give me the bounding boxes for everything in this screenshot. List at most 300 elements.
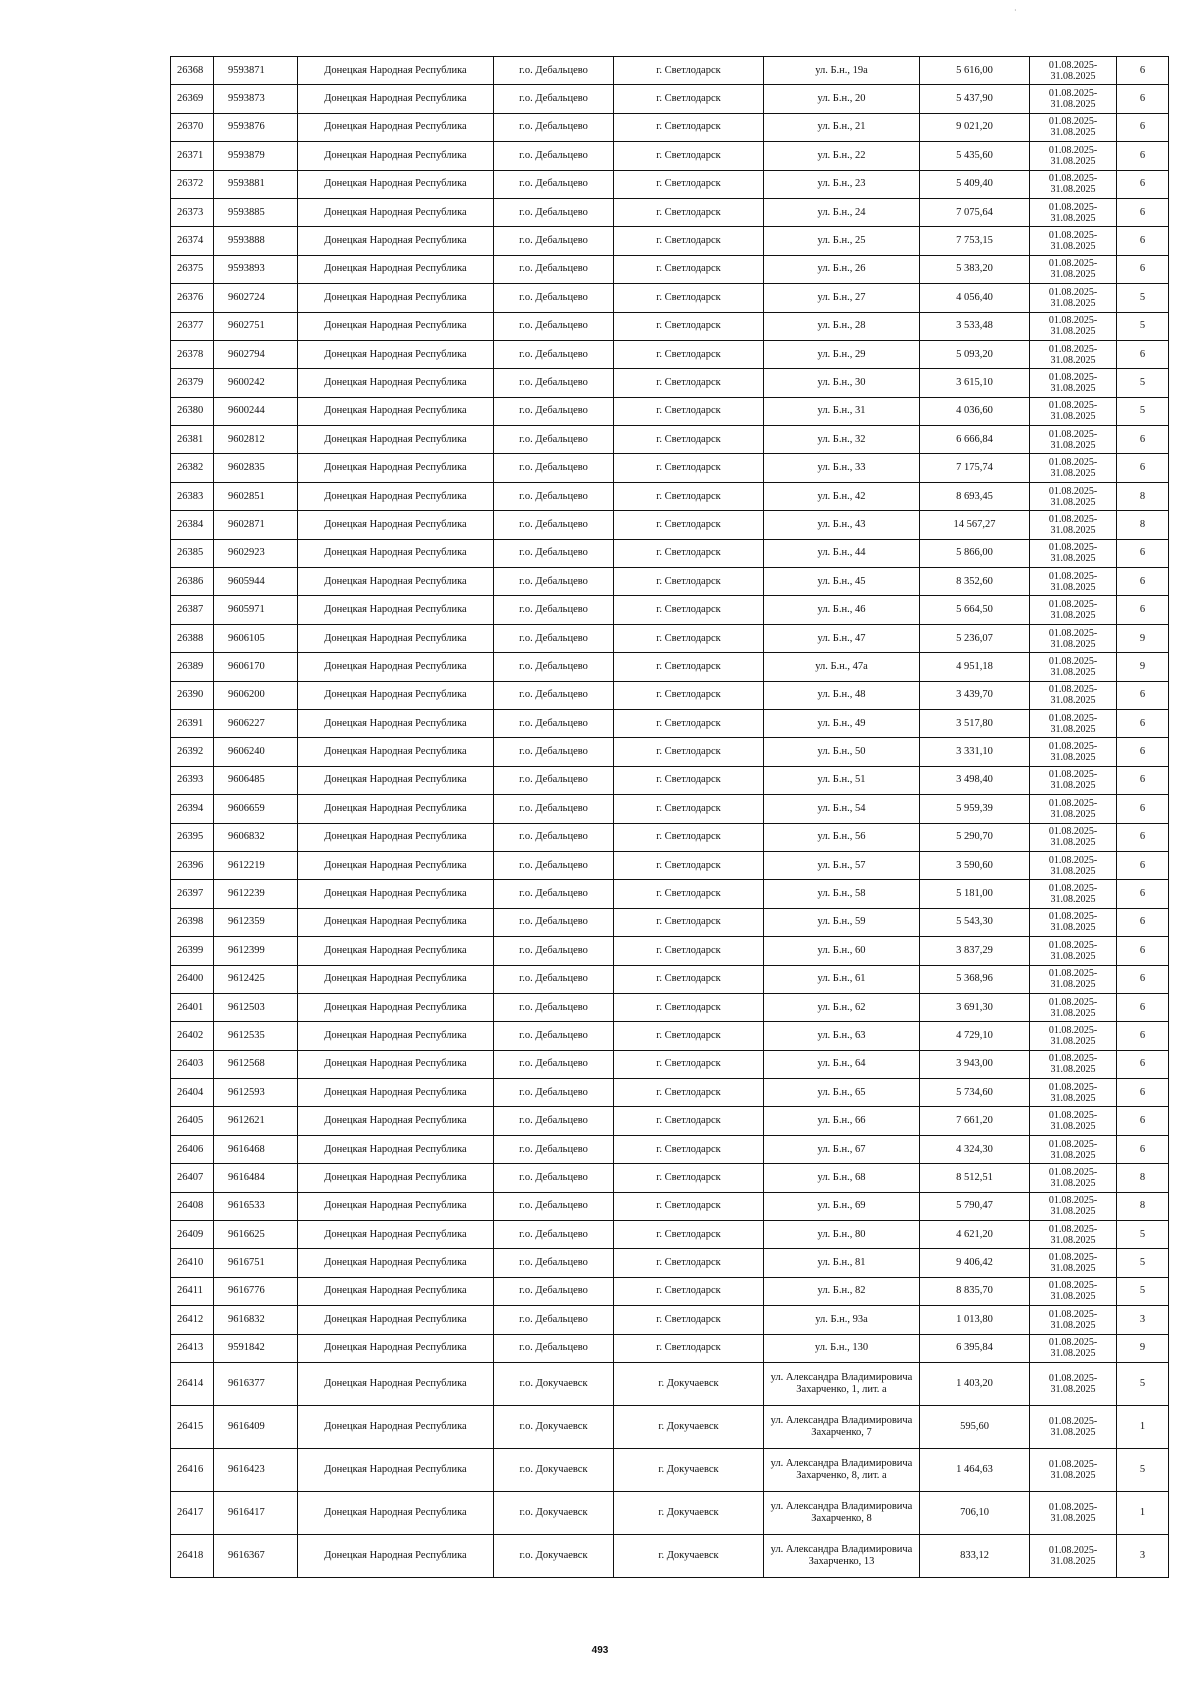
cell-object-id: 9616409 <box>214 1405 298 1448</box>
cell-period: 01.08.2025- 31.08.2025 <box>1030 255 1117 283</box>
cell-object-id: 9616533 <box>214 1192 298 1220</box>
cell-period: 01.08.2025- 31.08.2025 <box>1030 1022 1117 1050</box>
cell-region: Донецкая Народная Республика <box>298 1306 494 1334</box>
cell-count: 5 <box>1117 369 1169 397</box>
cell-city: г. Светлодарск <box>614 1277 764 1305</box>
cell-count: 5 <box>1117 312 1169 340</box>
cell-period: 01.08.2025- 31.08.2025 <box>1030 1277 1117 1305</box>
cell-count: 5 <box>1117 284 1169 312</box>
cell-count: 6 <box>1117 596 1169 624</box>
cell-value: 3 498,40 <box>920 766 1030 794</box>
cell-object-id: 9616377 <box>214 1362 298 1405</box>
cell-region: Донецкая Народная Республика <box>298 312 494 340</box>
cell-count: 8 <box>1117 1192 1169 1220</box>
cell-street: ул. Б.н., 58 <box>764 880 920 908</box>
cell-region: Донецкая Народная Республика <box>298 85 494 113</box>
cell-record-number: 26380 <box>171 397 214 425</box>
cell-object-id: 9602871 <box>214 511 298 539</box>
cell-period: 01.08.2025- 31.08.2025 <box>1030 766 1117 794</box>
cell-value: 3 331,10 <box>920 738 1030 766</box>
cell-region: Донецкая Народная Республика <box>298 1221 494 1249</box>
table-row <box>171 312 1169 340</box>
cell-value: 5 790,47 <box>920 1192 1030 1220</box>
cell-count: 6 <box>1117 880 1169 908</box>
cell-city: г. Светлодарск <box>614 369 764 397</box>
table-row <box>171 57 1169 85</box>
cell-region: Донецкая Народная Республика <box>298 880 494 908</box>
cell-city: г. Светлодарск <box>614 255 764 283</box>
cell-value: 5 383,20 <box>920 255 1030 283</box>
cell-value: 5 866,00 <box>920 539 1030 567</box>
cell-district: г.о. Дебальцево <box>494 397 614 425</box>
cell-region: Донецкая Народная Республика <box>298 482 494 510</box>
cell-city: г. Светлодарск <box>614 1221 764 1249</box>
table-row <box>171 1192 1169 1220</box>
cell-district: г.о. Докучаевск <box>494 1534 614 1577</box>
cell-period: 01.08.2025- 31.08.2025 <box>1030 284 1117 312</box>
cell-count: 6 <box>1117 568 1169 596</box>
cell-street: ул. Б.н., 60 <box>764 937 920 965</box>
cell-city: г. Светлодарск <box>614 170 764 198</box>
cell-city: г. Светлодарск <box>614 766 764 794</box>
cell-city: г. Светлодарск <box>614 1050 764 1078</box>
cell-count: 6 <box>1117 454 1169 482</box>
cell-record-number: 26382 <box>171 454 214 482</box>
cell-district: г.о. Дебальцево <box>494 965 614 993</box>
cell-district: г.о. Дебальцево <box>494 255 614 283</box>
cell-value: 833,12 <box>920 1534 1030 1577</box>
cell-district: г.о. Дебальцево <box>494 1334 614 1362</box>
cell-record-number: 26409 <box>171 1221 214 1249</box>
cell-city: г. Светлодарск <box>614 795 764 823</box>
cell-record-number: 26418 <box>171 1534 214 1577</box>
cell-value: 8 512,51 <box>920 1164 1030 1192</box>
cell-record-number: 26378 <box>171 340 214 368</box>
cell-record-number: 26399 <box>171 937 214 965</box>
cell-count: 6 <box>1117 823 1169 851</box>
cell-object-id: 9605944 <box>214 568 298 596</box>
cell-street: ул. Б.н., 64 <box>764 1050 920 1078</box>
cell-city: г. Докучаевск <box>614 1362 764 1405</box>
cell-record-number: 26384 <box>171 511 214 539</box>
cell-district: г.о. Дебальцево <box>494 113 614 141</box>
cell-object-id: 9616625 <box>214 1221 298 1249</box>
cell-period: 01.08.2025- 31.08.2025 <box>1030 198 1117 226</box>
cell-object-id: 9602812 <box>214 426 298 454</box>
cell-record-number: 26381 <box>171 426 214 454</box>
cell-object-id: 9606485 <box>214 766 298 794</box>
data-table <box>170 56 1169 1578</box>
cell-record-number: 26383 <box>171 482 214 510</box>
cell-object-id: 9606170 <box>214 653 298 681</box>
cell-period: 01.08.2025- 31.08.2025 <box>1030 312 1117 340</box>
cell-value: 5 616,00 <box>920 57 1030 85</box>
cell-city: г. Светлодарск <box>614 1164 764 1192</box>
cell-street: ул. Александра Владимировича Захарченко, 7 <box>764 1405 920 1448</box>
cell-street: ул. Б.н., 49 <box>764 709 920 737</box>
cell-region: Донецкая Народная Республика <box>298 1448 494 1491</box>
cell-record-number: 26413 <box>171 1334 214 1362</box>
cell-value: 4 951,18 <box>920 653 1030 681</box>
cell-period: 01.08.2025- 31.08.2025 <box>1030 170 1117 198</box>
cell-street: ул. Б.н., 68 <box>764 1164 920 1192</box>
cell-record-number: 26411 <box>171 1277 214 1305</box>
table-row <box>171 1022 1169 1050</box>
cell-city: г. Светлодарск <box>614 568 764 596</box>
cell-record-number: 26377 <box>171 312 214 340</box>
cell-district: г.о. Докучаевск <box>494 1405 614 1448</box>
table-row <box>171 823 1169 851</box>
cell-record-number: 26395 <box>171 823 214 851</box>
cell-period: 01.08.2025- 31.08.2025 <box>1030 340 1117 368</box>
cell-street: ул. Б.н., 45 <box>764 568 920 596</box>
cell-district: г.о. Дебальцево <box>494 1135 614 1163</box>
cell-value: 3 691,30 <box>920 993 1030 1021</box>
cell-object-id: 9593881 <box>214 170 298 198</box>
cell-district: г.о. Дебальцево <box>494 766 614 794</box>
cell-district: г.о. Докучаевск <box>494 1448 614 1491</box>
cell-value: 1 403,20 <box>920 1362 1030 1405</box>
cell-period: 01.08.2025- 31.08.2025 <box>1030 908 1117 936</box>
cell-value: 7 661,20 <box>920 1107 1030 1135</box>
table-row <box>171 1249 1169 1277</box>
table-row <box>171 227 1169 255</box>
cell-city: г. Светлодарск <box>614 340 764 368</box>
cell-district: г.о. Дебальцево <box>494 709 614 737</box>
table-row <box>171 993 1169 1021</box>
cell-object-id: 9602751 <box>214 312 298 340</box>
cell-region: Донецкая Народная Республика <box>298 1107 494 1135</box>
cell-count: 6 <box>1117 993 1169 1021</box>
cell-city: г. Светлодарск <box>614 1135 764 1163</box>
cell-object-id: 9616832 <box>214 1306 298 1334</box>
cell-street: ул. Б.н., 44 <box>764 539 920 567</box>
table-row <box>171 198 1169 226</box>
cell-district: г.о. Дебальцево <box>494 1192 614 1220</box>
cell-period: 01.08.2025- 31.08.2025 <box>1030 1405 1117 1448</box>
cell-value: 3 943,00 <box>920 1050 1030 1078</box>
cell-count: 6 <box>1117 709 1169 737</box>
cell-value: 6 666,84 <box>920 426 1030 454</box>
cell-period: 01.08.2025- 31.08.2025 <box>1030 851 1117 879</box>
cell-record-number: 26396 <box>171 851 214 879</box>
cell-city: г. Светлодарск <box>614 198 764 226</box>
cell-period: 01.08.2025- 31.08.2025 <box>1030 511 1117 539</box>
cell-street: ул. Б.н., 46 <box>764 596 920 624</box>
cell-object-id: 9602794 <box>214 340 298 368</box>
cell-object-id: 9612399 <box>214 937 298 965</box>
cell-street: ул. Б.н., 30 <box>764 369 920 397</box>
cell-period: 01.08.2025- 31.08.2025 <box>1030 85 1117 113</box>
cell-value: 5 543,30 <box>920 908 1030 936</box>
cell-region: Донецкая Народная Республика <box>298 596 494 624</box>
cell-count: 6 <box>1117 738 1169 766</box>
cell-record-number: 26404 <box>171 1079 214 1107</box>
cell-object-id: 9612503 <box>214 993 298 1021</box>
cell-count: 5 <box>1117 397 1169 425</box>
cell-record-number: 26379 <box>171 369 214 397</box>
cell-region: Донецкая Народная Республика <box>298 1491 494 1534</box>
cell-record-number: 26373 <box>171 198 214 226</box>
table-row <box>171 681 1169 709</box>
cell-region: Донецкая Народная Республика <box>298 823 494 851</box>
cell-period: 01.08.2025- 31.08.2025 <box>1030 482 1117 510</box>
cell-district: г.о. Дебальцево <box>494 795 614 823</box>
cell-city: г. Светлодарск <box>614 1192 764 1220</box>
table-body <box>171 57 1169 1578</box>
cell-region: Донецкая Народная Республика <box>298 454 494 482</box>
cell-count: 6 <box>1117 1050 1169 1078</box>
table-row <box>171 1448 1169 1491</box>
cell-value: 7 175,74 <box>920 454 1030 482</box>
cell-count: 6 <box>1117 1135 1169 1163</box>
cell-value: 3 533,48 <box>920 312 1030 340</box>
cell-value: 4 729,10 <box>920 1022 1030 1050</box>
cell-value: 5 409,40 <box>920 170 1030 198</box>
cell-city: г. Светлодарск <box>614 539 764 567</box>
cell-object-id: 9606200 <box>214 681 298 709</box>
cell-record-number: 26389 <box>171 653 214 681</box>
cell-record-number: 26387 <box>171 596 214 624</box>
cell-city: г. Светлодарск <box>614 113 764 141</box>
cell-object-id: 9616423 <box>214 1448 298 1491</box>
cell-city: г. Светлодарск <box>614 312 764 340</box>
cell-city: г. Светлодарск <box>614 1306 764 1334</box>
cell-city: г. Светлодарск <box>614 1022 764 1050</box>
cell-period: 01.08.2025- 31.08.2025 <box>1030 1334 1117 1362</box>
cell-count: 6 <box>1117 57 1169 85</box>
cell-city: г. Светлодарск <box>614 426 764 454</box>
cell-region: Донецкая Народная Республика <box>298 113 494 141</box>
cell-street: ул. Б.н., 81 <box>764 1249 920 1277</box>
cell-value: 3 517,80 <box>920 709 1030 737</box>
cell-district: г.о. Дебальцево <box>494 198 614 226</box>
table-row <box>171 880 1169 908</box>
table-row <box>171 170 1169 198</box>
cell-district: г.о. Дебальцево <box>494 1050 614 1078</box>
cell-district: г.о. Дебальцево <box>494 284 614 312</box>
cell-region: Донецкая Народная Республика <box>298 1022 494 1050</box>
cell-region: Донецкая Народная Республика <box>298 1192 494 1220</box>
cell-street: ул. Б.н., 28 <box>764 312 920 340</box>
cell-object-id: 9593873 <box>214 85 298 113</box>
cell-city: г. Светлодарск <box>614 908 764 936</box>
cell-street: ул. Б.н., 42 <box>764 482 920 510</box>
cell-value: 3 439,70 <box>920 681 1030 709</box>
cell-street: ул. Александра Владимировича Захарченко, 13 <box>764 1534 920 1577</box>
cell-record-number: 26391 <box>171 709 214 737</box>
cell-count: 5 <box>1117 1448 1169 1491</box>
cell-district: г.о. Докучаевск <box>494 1362 614 1405</box>
cell-region: Донецкая Народная Республика <box>298 1277 494 1305</box>
cell-record-number: 26397 <box>171 880 214 908</box>
table-row <box>171 653 1169 681</box>
cell-street: ул. Б.н., 48 <box>764 681 920 709</box>
cell-district: г.о. Дебальцево <box>494 369 614 397</box>
cell-district: г.о. Дебальцево <box>494 1221 614 1249</box>
cell-value: 5 290,70 <box>920 823 1030 851</box>
cell-record-number: 26398 <box>171 908 214 936</box>
cell-region: Донецкая Народная Республика <box>298 539 494 567</box>
cell-count: 8 <box>1117 511 1169 539</box>
cell-district: г.о. Дебальцево <box>494 908 614 936</box>
cell-object-id: 9612359 <box>214 908 298 936</box>
cell-object-id: 9612568 <box>214 1050 298 1078</box>
cell-period: 01.08.2025- 31.08.2025 <box>1030 1079 1117 1107</box>
cell-street: ул. Б.н., 27 <box>764 284 920 312</box>
cell-street: ул. Б.н., 63 <box>764 1022 920 1050</box>
cell-object-id: 9606832 <box>214 823 298 851</box>
cell-city: г. Светлодарск <box>614 965 764 993</box>
cell-count: 6 <box>1117 766 1169 794</box>
cell-city: г. Светлодарск <box>614 880 764 908</box>
cell-region: Донецкая Народная Республика <box>298 1534 494 1577</box>
cell-value: 3 837,29 <box>920 937 1030 965</box>
cell-period: 01.08.2025- 31.08.2025 <box>1030 1491 1117 1534</box>
cell-count: 6 <box>1117 937 1169 965</box>
cell-period: 01.08.2025- 31.08.2025 <box>1030 653 1117 681</box>
cell-city: г. Светлодарск <box>614 85 764 113</box>
table-row <box>171 1362 1169 1405</box>
cell-street: ул. Б.н., 32 <box>764 426 920 454</box>
cell-region: Донецкая Народная Республика <box>298 284 494 312</box>
cell-object-id: 9600244 <box>214 397 298 425</box>
cell-period: 01.08.2025- 31.08.2025 <box>1030 937 1117 965</box>
cell-object-id: 9602923 <box>214 539 298 567</box>
cell-object-id: 9602851 <box>214 482 298 510</box>
cell-street: ул. Б.н., 31 <box>764 397 920 425</box>
cell-region: Донецкая Народная Республика <box>298 170 494 198</box>
cell-region: Донецкая Народная Республика <box>298 1405 494 1448</box>
cell-period: 01.08.2025- 31.08.2025 <box>1030 1249 1117 1277</box>
cell-street: ул. Б.н., 23 <box>764 170 920 198</box>
table-row <box>171 937 1169 965</box>
cell-period: 01.08.2025- 31.08.2025 <box>1030 568 1117 596</box>
cell-street: ул. Б.н., 59 <box>764 908 920 936</box>
cell-region: Донецкая Народная Республика <box>298 1334 494 1362</box>
cell-district: г.о. Дебальцево <box>494 880 614 908</box>
cell-record-number: 26414 <box>171 1362 214 1405</box>
cell-region: Донецкая Народная Республика <box>298 681 494 709</box>
cell-period: 01.08.2025- 31.08.2025 <box>1030 142 1117 170</box>
cell-count: 9 <box>1117 624 1169 652</box>
table-row <box>171 965 1169 993</box>
cell-record-number: 26374 <box>171 227 214 255</box>
cell-period: 01.08.2025- 31.08.2025 <box>1030 965 1117 993</box>
cell-record-number: 26403 <box>171 1050 214 1078</box>
cell-street: ул. Б.н., 29 <box>764 340 920 368</box>
cell-count: 6 <box>1117 1107 1169 1135</box>
cell-period: 01.08.2025- 31.08.2025 <box>1030 1050 1117 1078</box>
cell-street: ул. Б.н., 20 <box>764 85 920 113</box>
cell-city: г. Светлодарск <box>614 1249 764 1277</box>
cell-street: ул. Б.н., 22 <box>764 142 920 170</box>
cell-region: Донецкая Народная Республика <box>298 766 494 794</box>
cell-record-number: 26416 <box>171 1448 214 1491</box>
table-row <box>171 624 1169 652</box>
cell-street: ул. Б.н., 56 <box>764 823 920 851</box>
cell-street: ул. Б.н., 62 <box>764 993 920 1021</box>
cell-region: Донецкая Народная Республика <box>298 653 494 681</box>
cell-value: 5 437,90 <box>920 85 1030 113</box>
cell-street: ул. Александра Владимировича Захарченко, 8, лит. а <box>764 1448 920 1491</box>
cell-district: г.о. Дебальцево <box>494 1079 614 1107</box>
cell-street: ул. Б.н., 25 <box>764 227 920 255</box>
cell-street: ул. Б.н., 69 <box>764 1192 920 1220</box>
cell-region: Донецкая Народная Республика <box>298 340 494 368</box>
table-row <box>171 142 1169 170</box>
cell-period: 01.08.2025- 31.08.2025 <box>1030 1135 1117 1163</box>
cell-region: Донецкая Народная Республика <box>298 369 494 397</box>
cell-object-id: 9616484 <box>214 1164 298 1192</box>
cell-city: г. Светлодарск <box>614 681 764 709</box>
cell-record-number: 26408 <box>171 1192 214 1220</box>
cell-region: Донецкая Народная Республика <box>298 937 494 965</box>
cell-count: 6 <box>1117 851 1169 879</box>
cell-object-id: 9593871 <box>214 57 298 85</box>
cell-period: 01.08.2025- 31.08.2025 <box>1030 823 1117 851</box>
table-row <box>171 1107 1169 1135</box>
cell-record-number: 26410 <box>171 1249 214 1277</box>
cell-city: г. Светлодарск <box>614 823 764 851</box>
table-row <box>171 1534 1169 1577</box>
cell-district: г.о. Дебальцево <box>494 993 614 1021</box>
cell-record-number: 26375 <box>171 255 214 283</box>
cell-district: г.о. Дебальцево <box>494 1277 614 1305</box>
cell-object-id: 9616367 <box>214 1534 298 1577</box>
cell-value: 5 236,07 <box>920 624 1030 652</box>
cell-street: ул. Александра Владимировича Захарченко, 8 <box>764 1491 920 1534</box>
cell-count: 6 <box>1117 255 1169 283</box>
cell-region: Донецкая Народная Республика <box>298 1362 494 1405</box>
cell-city: г. Светлодарск <box>614 1079 764 1107</box>
cell-street: ул. Александра Владимировича Захарченко, 1, лит. а <box>764 1362 920 1405</box>
cell-record-number: 26401 <box>171 993 214 1021</box>
cell-district: г.о. Дебальцево <box>494 1164 614 1192</box>
cell-value: 5 435,60 <box>920 142 1030 170</box>
cell-region: Донецкая Народная Республика <box>298 57 494 85</box>
cell-value: 9 406,42 <box>920 1249 1030 1277</box>
cell-district: г.о. Дебальцево <box>494 624 614 652</box>
table-row <box>171 1221 1169 1249</box>
cell-count: 6 <box>1117 908 1169 936</box>
cell-object-id: 9612425 <box>214 965 298 993</box>
cell-value: 8 835,70 <box>920 1277 1030 1305</box>
cell-value: 9 021,20 <box>920 113 1030 141</box>
cell-street: ул. Б.н., 50 <box>764 738 920 766</box>
cell-value: 4 621,20 <box>920 1221 1030 1249</box>
cell-value: 8 693,45 <box>920 482 1030 510</box>
cell-record-number: 26417 <box>171 1491 214 1534</box>
cell-street: ул. Б.н., 82 <box>764 1277 920 1305</box>
cell-count: 6 <box>1117 340 1169 368</box>
cell-object-id: 9616751 <box>214 1249 298 1277</box>
cell-period: 01.08.2025- 31.08.2025 <box>1030 454 1117 482</box>
cell-period: 01.08.2025- 31.08.2025 <box>1030 539 1117 567</box>
cell-value: 5 181,00 <box>920 880 1030 908</box>
cell-period: 01.08.2025- 31.08.2025 <box>1030 1534 1117 1577</box>
cell-region: Донецкая Народная Республика <box>298 142 494 170</box>
cell-object-id: 9593879 <box>214 142 298 170</box>
cell-period: 01.08.2025- 31.08.2025 <box>1030 227 1117 255</box>
cell-district: г.о. Дебальцево <box>494 1249 614 1277</box>
cell-district: г.о. Дебальцево <box>494 568 614 596</box>
cell-period: 01.08.2025- 31.08.2025 <box>1030 596 1117 624</box>
cell-district: г.о. Дебальцево <box>494 426 614 454</box>
cell-object-id: 9606659 <box>214 795 298 823</box>
cell-record-number: 26400 <box>171 965 214 993</box>
table-row <box>171 539 1169 567</box>
